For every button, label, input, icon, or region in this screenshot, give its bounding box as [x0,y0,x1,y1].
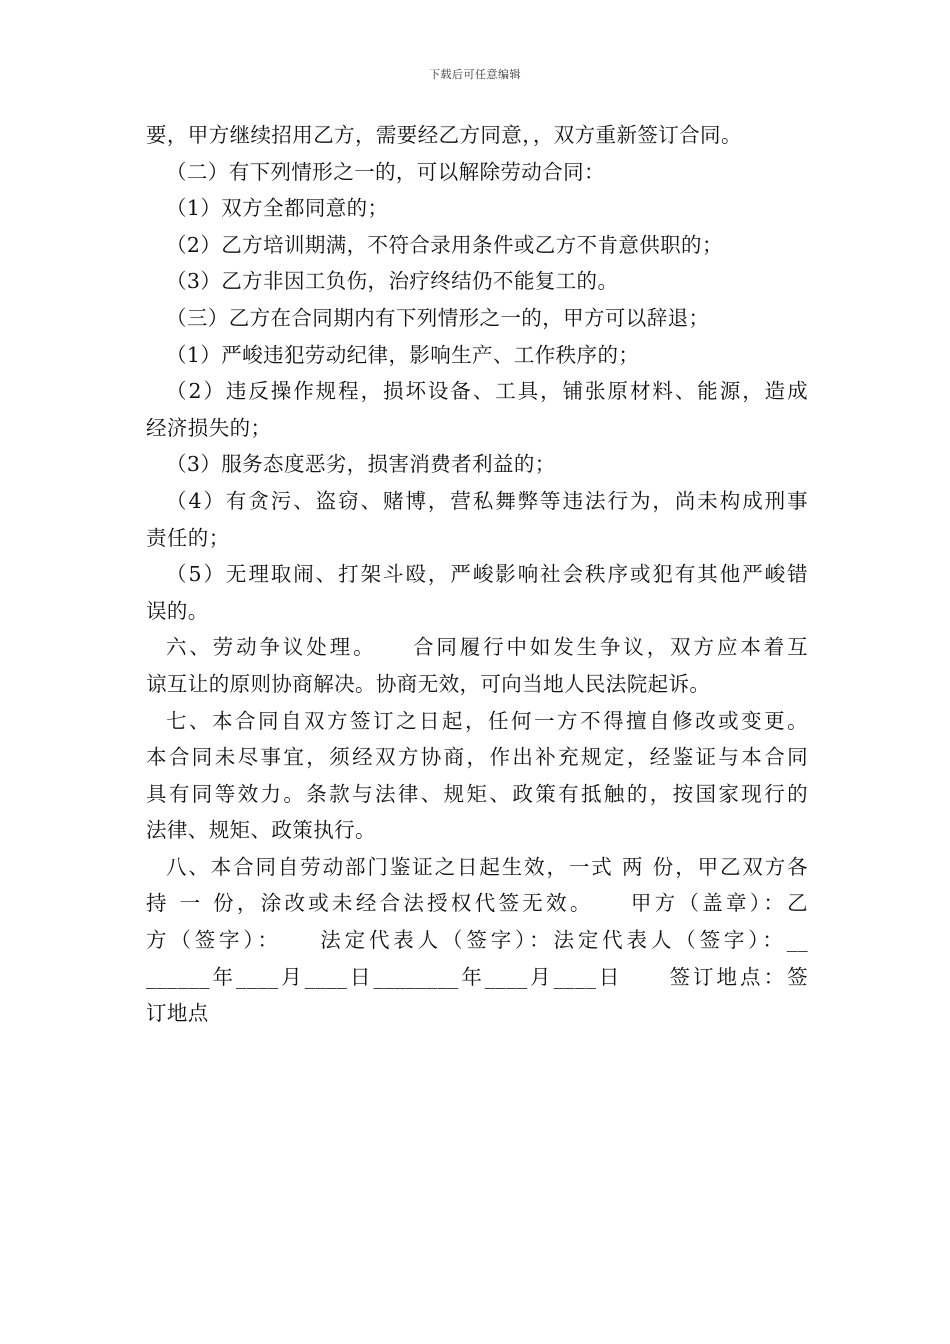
text-line: （2）违反操作规程，损坏设备、工具，铺张原材料、能源，造成 [166,379,808,404]
text-line: 经济损失的； [146,415,272,440]
text-line: 七、本合同自双方签订之日起，任何一方不得擅自修改或变更。 [166,708,808,733]
text-line: （4）有贪污、盗窃、赌博，营私舞弊等违法行为，尚未构成刑事 [166,488,808,513]
text-line: 方（签字）： 法定代表人（签字）：法定代表人（签字）：__ [146,928,808,953]
text-line: 八、本合同自劳动部门鉴证之日起生效，一式 两 份，甲乙双方各 [166,854,808,879]
text-line: （二）有下列情形之一的，可以解除劳动合同： [166,159,605,184]
text-line: 持 一 份，涂改或未经合法授权代签无效。 甲方（盖章）：乙 [146,891,808,916]
contract-body [146,117,808,1032]
text-line: 责任的； [146,525,230,550]
text-line: （1）严峻违犯劳动纪律，影响生产、工作秩序的； [166,342,640,367]
text-line: 订地点 [146,1001,209,1026]
page-header: 下载后可任意编辑 [429,68,521,81]
text-line: 六、劳动争议处理。 合同履行中如发生争议，双方应本着互 [166,635,808,660]
text-line: （三）乙方在合同期内有下列情形之一的，甲方可以辞退； [166,305,710,330]
text-line: 本合同未尽事宜，须经双方协商，作出补充规定，经鉴证与本合同 [146,745,808,770]
text-line: （5）无理取闹、打架斗殴，严峻影响社会秩序或犯有其他严峻错 [166,562,808,587]
text-line: （3）乙方非因工负伤，治疗终结仍不能复工的。 [166,269,619,294]
text-line: 具有同等效力。条款与法律、规矩、政策有抵触的，按国家现行的 [146,781,808,806]
text-line: 谅互让的原则协商解决。协商无效，可向当地人民法院起诉。 [146,671,711,696]
text-line: （1）双方全都同意的； [166,196,389,221]
text-line: 要，甲方继续招用乙方，需要经乙方同意，，双方重新签订合同。 [146,123,742,147]
text-line: 法律、规矩、政策执行。 [146,818,376,843]
text-line: （3）服务态度恶劣，损害消费者利益的； [166,452,556,477]
text-line: （2）乙方培训期满，不符合录用条件或乙方不肯意供职的； [166,232,723,257]
text-line: 误的。 [146,598,209,623]
text-line: ______年____月____日________年____月____日 签订地点：签 [146,964,808,989]
